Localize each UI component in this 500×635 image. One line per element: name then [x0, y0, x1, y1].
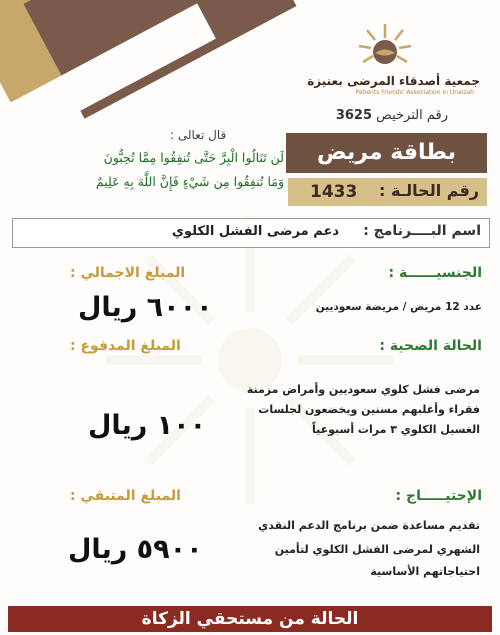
- verse-line-2: وَمَا تُنفِقُوا مِن شَيْءٍ فَإِنَّ اللَّهَ بِهِ عَلِيمٌ: [95, 174, 284, 189]
- paid-amount-label: المبلغ المدفوع :: [70, 338, 181, 354]
- remaining-amount-label: المبلغ المتبقي :: [70, 488, 181, 504]
- health-line-3: الغسيل الكلوي ٣ مرات أسبوعياً: [311, 423, 480, 436]
- total-amount-label: المبلغ الاجمالي :: [70, 265, 186, 281]
- association-name-en: Patients Friends' Association in Unaizah: [355, 89, 474, 96]
- need-line-1: تقديم مساعدة ضمن برنامج الدعم النقدي: [258, 519, 480, 532]
- association-name-ar: جمعية أصدقاء المرضى بعنيزة: [307, 74, 480, 88]
- health-line-2: فقراء وأغلبهم مسنين ويخضعون لجلسات: [258, 403, 480, 416]
- case-number-label: رقم الحالـة :: [379, 181, 479, 200]
- zakat-eligible-footer: الحالة من مستحقي الزكاة: [8, 606, 492, 632]
- health-line-1: مرضى فشل كلوي سعوديين وأمراض مزمنة: [246, 383, 480, 396]
- verse-line-1: لَن تَنَالُوا الْبِرَّ حَتَّى تُنفِقُوا مِمَّا تُحِبُّونَ: [103, 150, 284, 165]
- case-number-bar: [288, 178, 487, 206]
- health-heading: الحالة الصحية :: [379, 338, 482, 354]
- need-heading: الإحتيـــــاج :: [395, 488, 482, 504]
- watermark-logo-icon: [90, 200, 410, 520]
- card-title: بطاقة مريض: [286, 133, 487, 173]
- need-line-2: الشهري لمرضى الفشل الكلوي لتأمين: [274, 543, 480, 556]
- program-box: [12, 218, 490, 248]
- program-value: دعم مرضى الفشل الكلوي: [172, 224, 339, 239]
- license-number: 3625: [335, 108, 373, 123]
- total-amount-value: ٦٠٠٠ ريال: [78, 292, 213, 323]
- need-line-3: احتياجاتهم الأساسية: [370, 565, 480, 578]
- case-number-value: 1433: [310, 182, 358, 202]
- license-line: [336, 108, 448, 123]
- verse-intro: قال تعالى :: [170, 128, 227, 142]
- paid-amount-value: ١٠٠ ريال: [88, 410, 207, 441]
- nationality-heading: الجنسيــــــة :: [388, 265, 482, 281]
- nationality-value: عدد 12 مريض / مريضة سعوديين: [315, 301, 482, 313]
- program-label: اسم البــــرنامج :: [363, 223, 481, 239]
- association-logo-icon: [355, 20, 415, 80]
- remaining-amount-value: ٥٩٠٠ ريال: [68, 534, 203, 565]
- license-label: رقم الترخيص: [376, 108, 448, 123]
